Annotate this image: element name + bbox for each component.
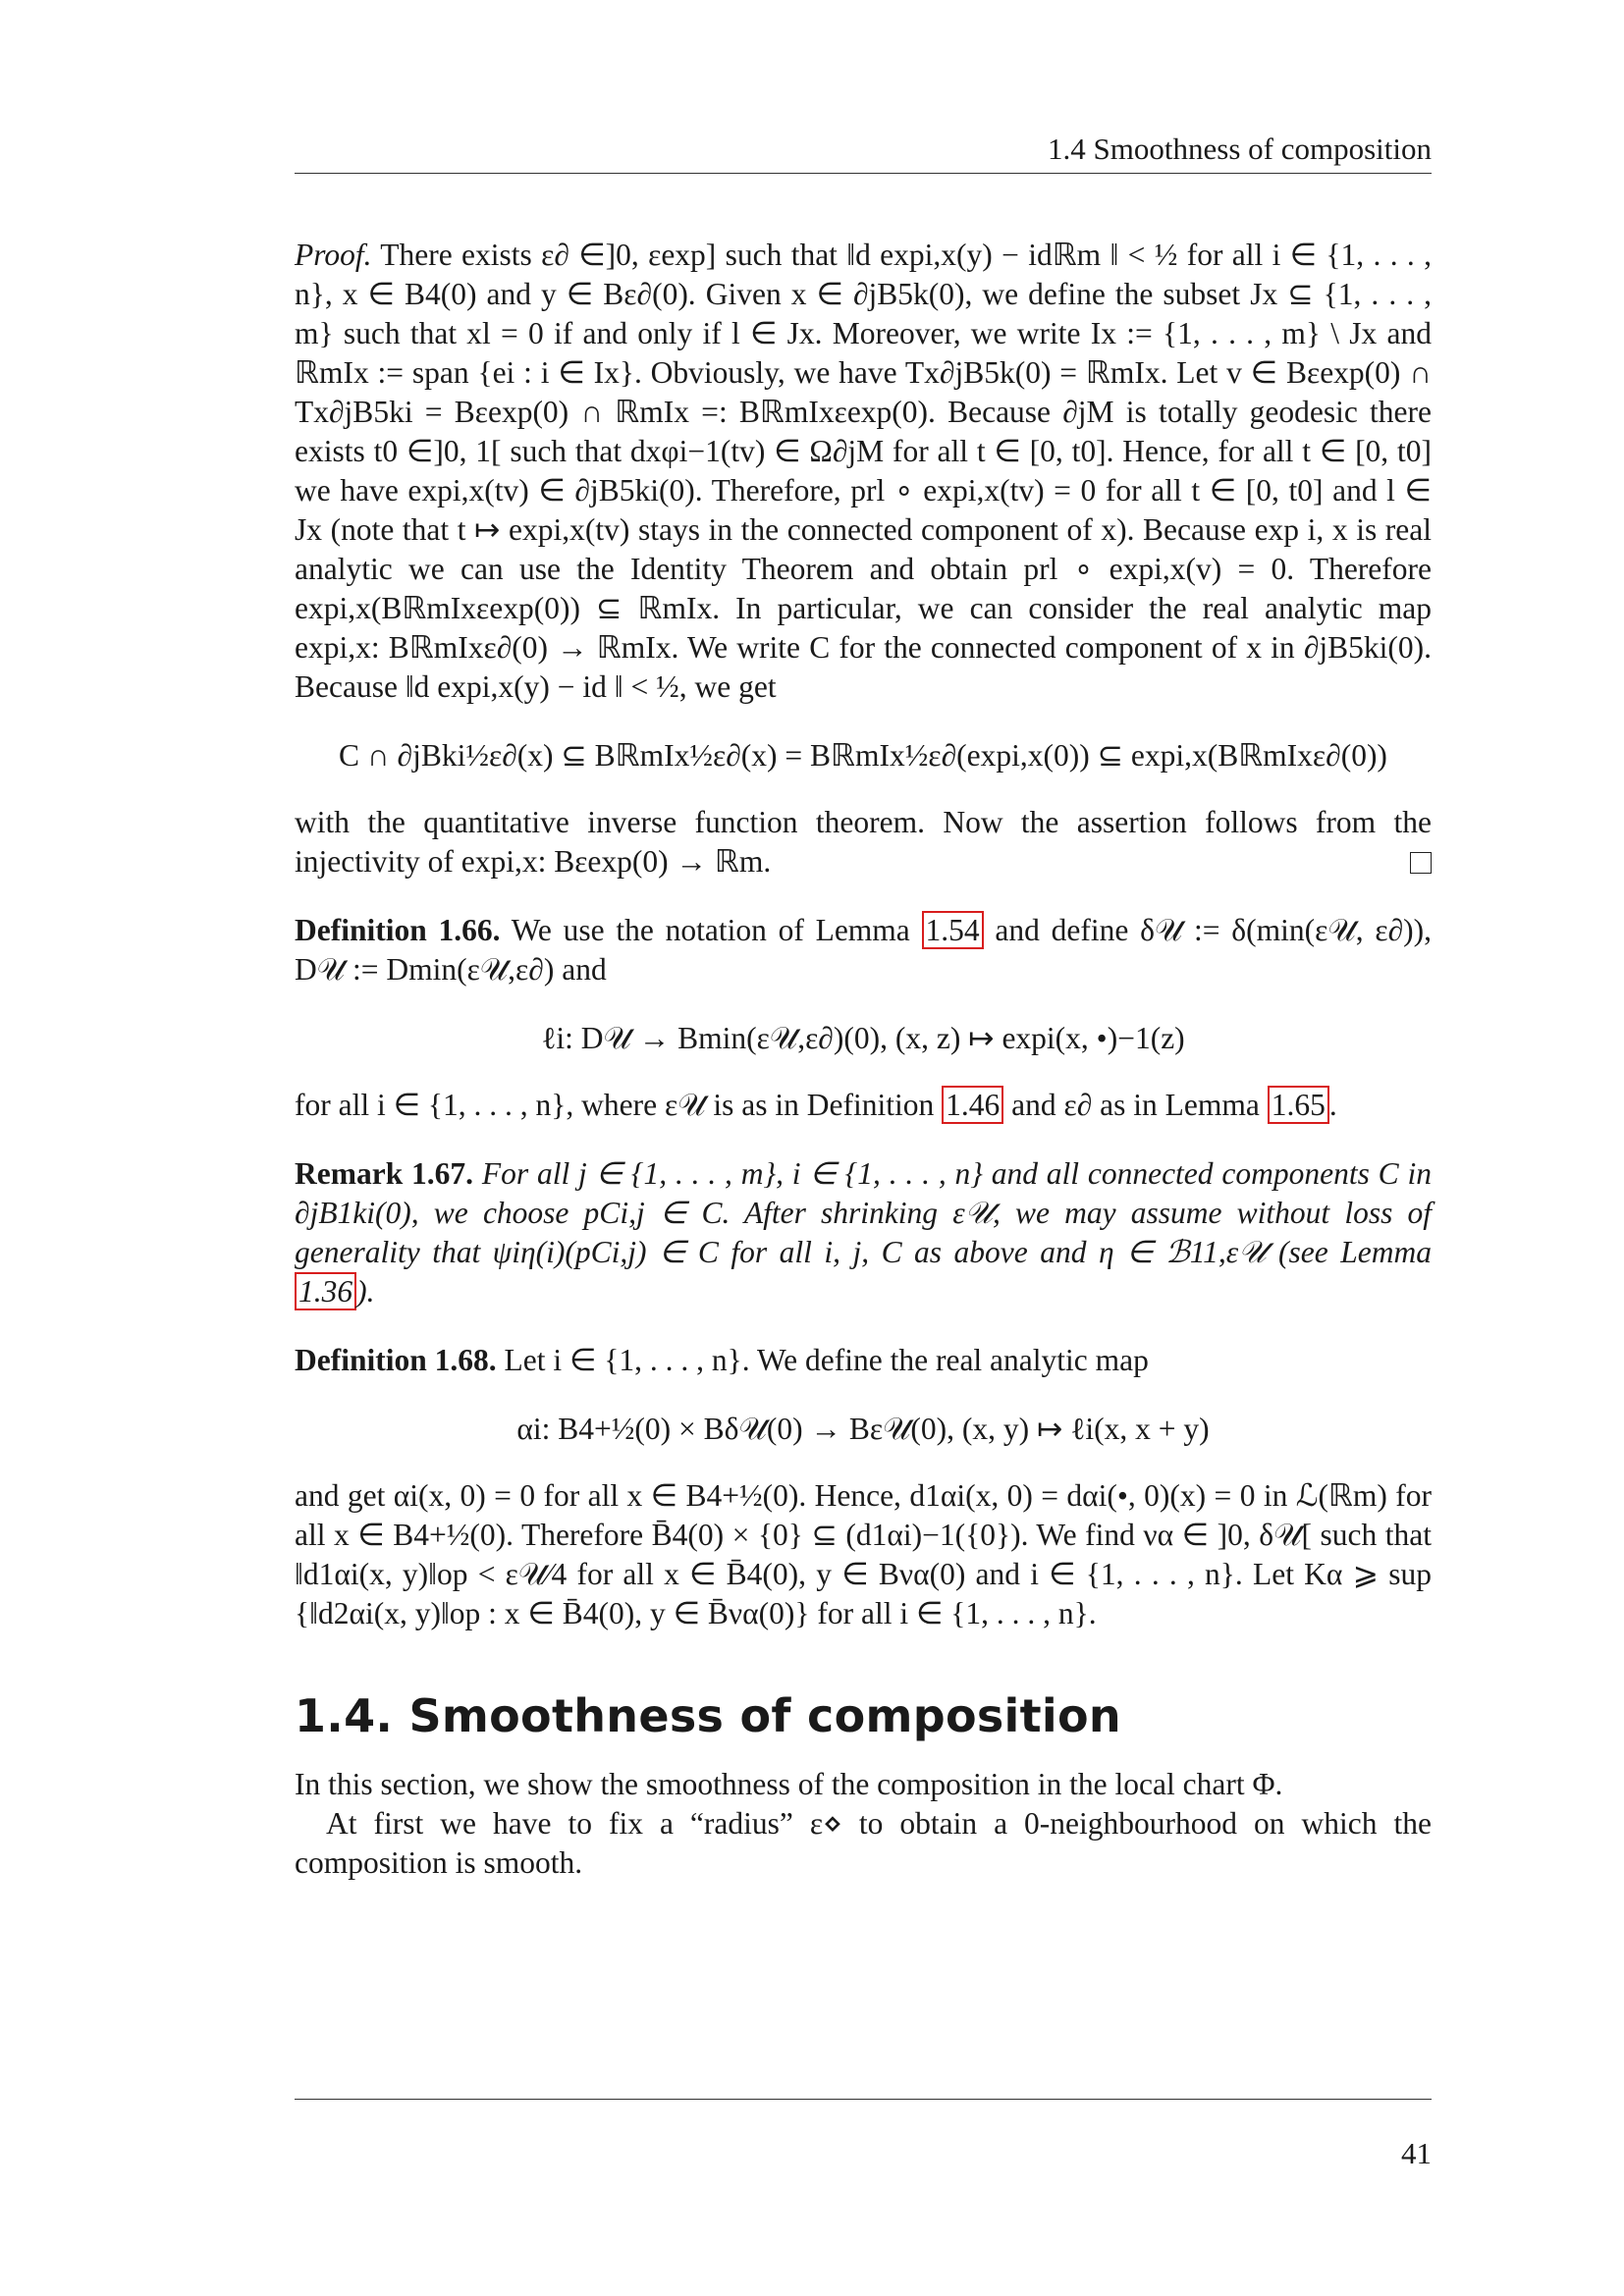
- qed-icon: [1410, 852, 1432, 874]
- definition-1-66-text: We use the notation of Lemma: [511, 913, 910, 947]
- ref-lemma-1-65[interactable]: 1.65: [1268, 1086, 1329, 1124]
- section-heading: 1.4. Smoothness of composition: [295, 1689, 1121, 1742]
- definition-1-66-text-5: .: [1328, 1088, 1337, 1122]
- definition-1-66-display: ℓi: D𝒰 → Bmin(ε𝒰,ε∂)(0), (x, z) ↦ expi(x, •)−1(z): [541, 1021, 1185, 1055]
- page-number: 41: [1401, 2136, 1432, 2170]
- definition-1-66-tail: [295, 1086, 1432, 1125]
- definition-1-66-label: Definition 1.66.: [295, 913, 501, 947]
- proof-paragraph: [295, 236, 1432, 707]
- proof-text-1: There exists ε∂ ∈]0, εexp] such that ‖d expi,x(y) − idℝm ‖ < ½ for all i ∈ {1, . . . , n}, x ∈ B4(0) and y ∈ Bε∂(0). Given x ∈ ∂jB5k(0), we define the subset Jx ⊆ {1, . . . , m} such that xl = 0 if and only if l ∈ Jx. Moreover, we write Ix := {1, . . . , m} \ Jx and ℝmIx := span {ei : i ∈ Ix}. Obviously, we have Tx∂jB5k(0) = ℝmIx. Let v ∈ Bεexp(0) ∩ Tx∂jB5ki = Bεexp(0) ∩ ℝmIx =: BℝmIxεexp(0). Because ∂jM is totally geodesic there exists t0 ∈]0, 1[ such that dxφi−1(tv) ∈ Ω∂jM for all t ∈ [0, t0]. Hence, for all t ∈ [0, t0] we have expi,x(tv) ∈ ∂jB5ki(0). Therefore, prl ∘ expi,x(tv) = 0 for all t ∈ [0, t0] and l ∈ Jx (note that t ↦ expi,x(tv) stays in the connected component of x). Because exp i, x is real analytic we can use the Identity Theorem and obtain prl ∘ expi,x(v) = 0. Therefore expi,x(BℝmIxεexp(0)) ⊆ ℝmIx. In particular, we can consider the real analytic map expi,x: BℝmIxε∂(0) → ℝmIx. We write C for the connected component of x in ∂jB5ki(0). Because ‖d expi,x(y) − id ‖ < ½, we get: [295, 238, 1432, 704]
- proof-display-equation: C ∩ ∂jBki½ε∂(x) ⊆ BℝmIx½ε∂(x) = BℝmIx½ε∂(expi,x(0)) ⊆ expi,x(BℝmIxε∂(0)): [339, 738, 1387, 773]
- main-text: [295, 236, 1432, 1883]
- definition-1-68-display: αi: B4+½(0) × Bδ𝒰(0) → Bε𝒰(0), (x, y) ↦ ℓi(x, x + y): [516, 1412, 1210, 1446]
- remark-1-67-text: For all j ∈ {1, . . . , m}, i ∈ {1, . . . , n} and all connected components C in ∂jB1ki(0), we choose pCi,j ∈ C. After shrinking ε𝒰, we may assume without loss of generality that ψiη(i)(pCi,j) ∈ C for all i, j, C as above and η ∈ ℬ11,ε𝒰 (see Lemma: [295, 1156, 1432, 1269]
- definition-1-66-text-3: for all i ∈ {1, . . . , n}, where ε𝒰 is as in Definition: [295, 1088, 935, 1122]
- footer-rule: [295, 2099, 1432, 2100]
- definition-1-68-label: Definition 1.68.: [295, 1343, 497, 1377]
- ref-lemma-1-36[interactable]: 1.36: [295, 1272, 356, 1310]
- definition-1-68-text: Let i ∈ {1, . . . , n}. We define the real analytic map: [504, 1343, 1149, 1377]
- running-header: 1.4 Smoothness of composition: [1048, 132, 1432, 166]
- proof-label: Proof.: [295, 238, 372, 272]
- definition-1-66: [295, 911, 1432, 989]
- definition-1-68: [295, 1341, 1432, 1380]
- section-paragraph-1: In this section, we show the smoothness of the composition in the local chart Φ.: [295, 1767, 1283, 1801]
- remark-1-67-text-2: ).: [356, 1274, 375, 1308]
- section-paragraph-2: At first we have to fix a “radius” ε⋄ to obtain a 0-neighbourhood on which the composition is smooth.: [295, 1806, 1432, 1880]
- remark-1-67: [295, 1154, 1432, 1311]
- proof-text-2: with the quantitative inverse function theorem. Now the assertion follows from the injectivity of expi,x: Bεexp(0) → ℝm.: [295, 805, 1432, 879]
- header-rule: [295, 173, 1432, 174]
- definition-1-68-tail: and get αi(x, 0) = 0 for all x ∈ B4+½(0). Hence, d1αi(x, 0) = dαi(•, 0)(x) = 0 in ℒ(ℝm) for all x ∈ B4+½(0). Therefore B̄4(0) × {0} ⊆ (d1αi)−1({0}). We find να ∈ ]0, δ𝒰[ such that ‖d1αi(x, y)‖op < ε𝒰⁄4 for all x ∈ B̄4(0), y ∈ Bνα(0) and i ∈ {1, . . . , n}. Let Kα ⩾ sup {‖d2αi(x, y)‖op : x ∈ B̄4(0), y ∈ B̄να(0)} for all i ∈ {1, . . . , n}.: [295, 1478, 1432, 1630]
- proof-paragraph-end: [295, 803, 1432, 881]
- definition-1-66-text-2: and define δ𝒰 := δ(min(ε𝒰, ε∂)), D𝒰 := Dmin(ε𝒰,ε∂) and: [295, 913, 1432, 987]
- ref-definition-1-46[interactable]: 1.46: [942, 1086, 1003, 1124]
- ref-lemma-1-54[interactable]: 1.54: [922, 911, 984, 949]
- definition-1-66-text-4: and ε∂ as in Lemma: [1011, 1088, 1260, 1122]
- remark-1-67-label: Remark 1.67.: [295, 1156, 474, 1191]
